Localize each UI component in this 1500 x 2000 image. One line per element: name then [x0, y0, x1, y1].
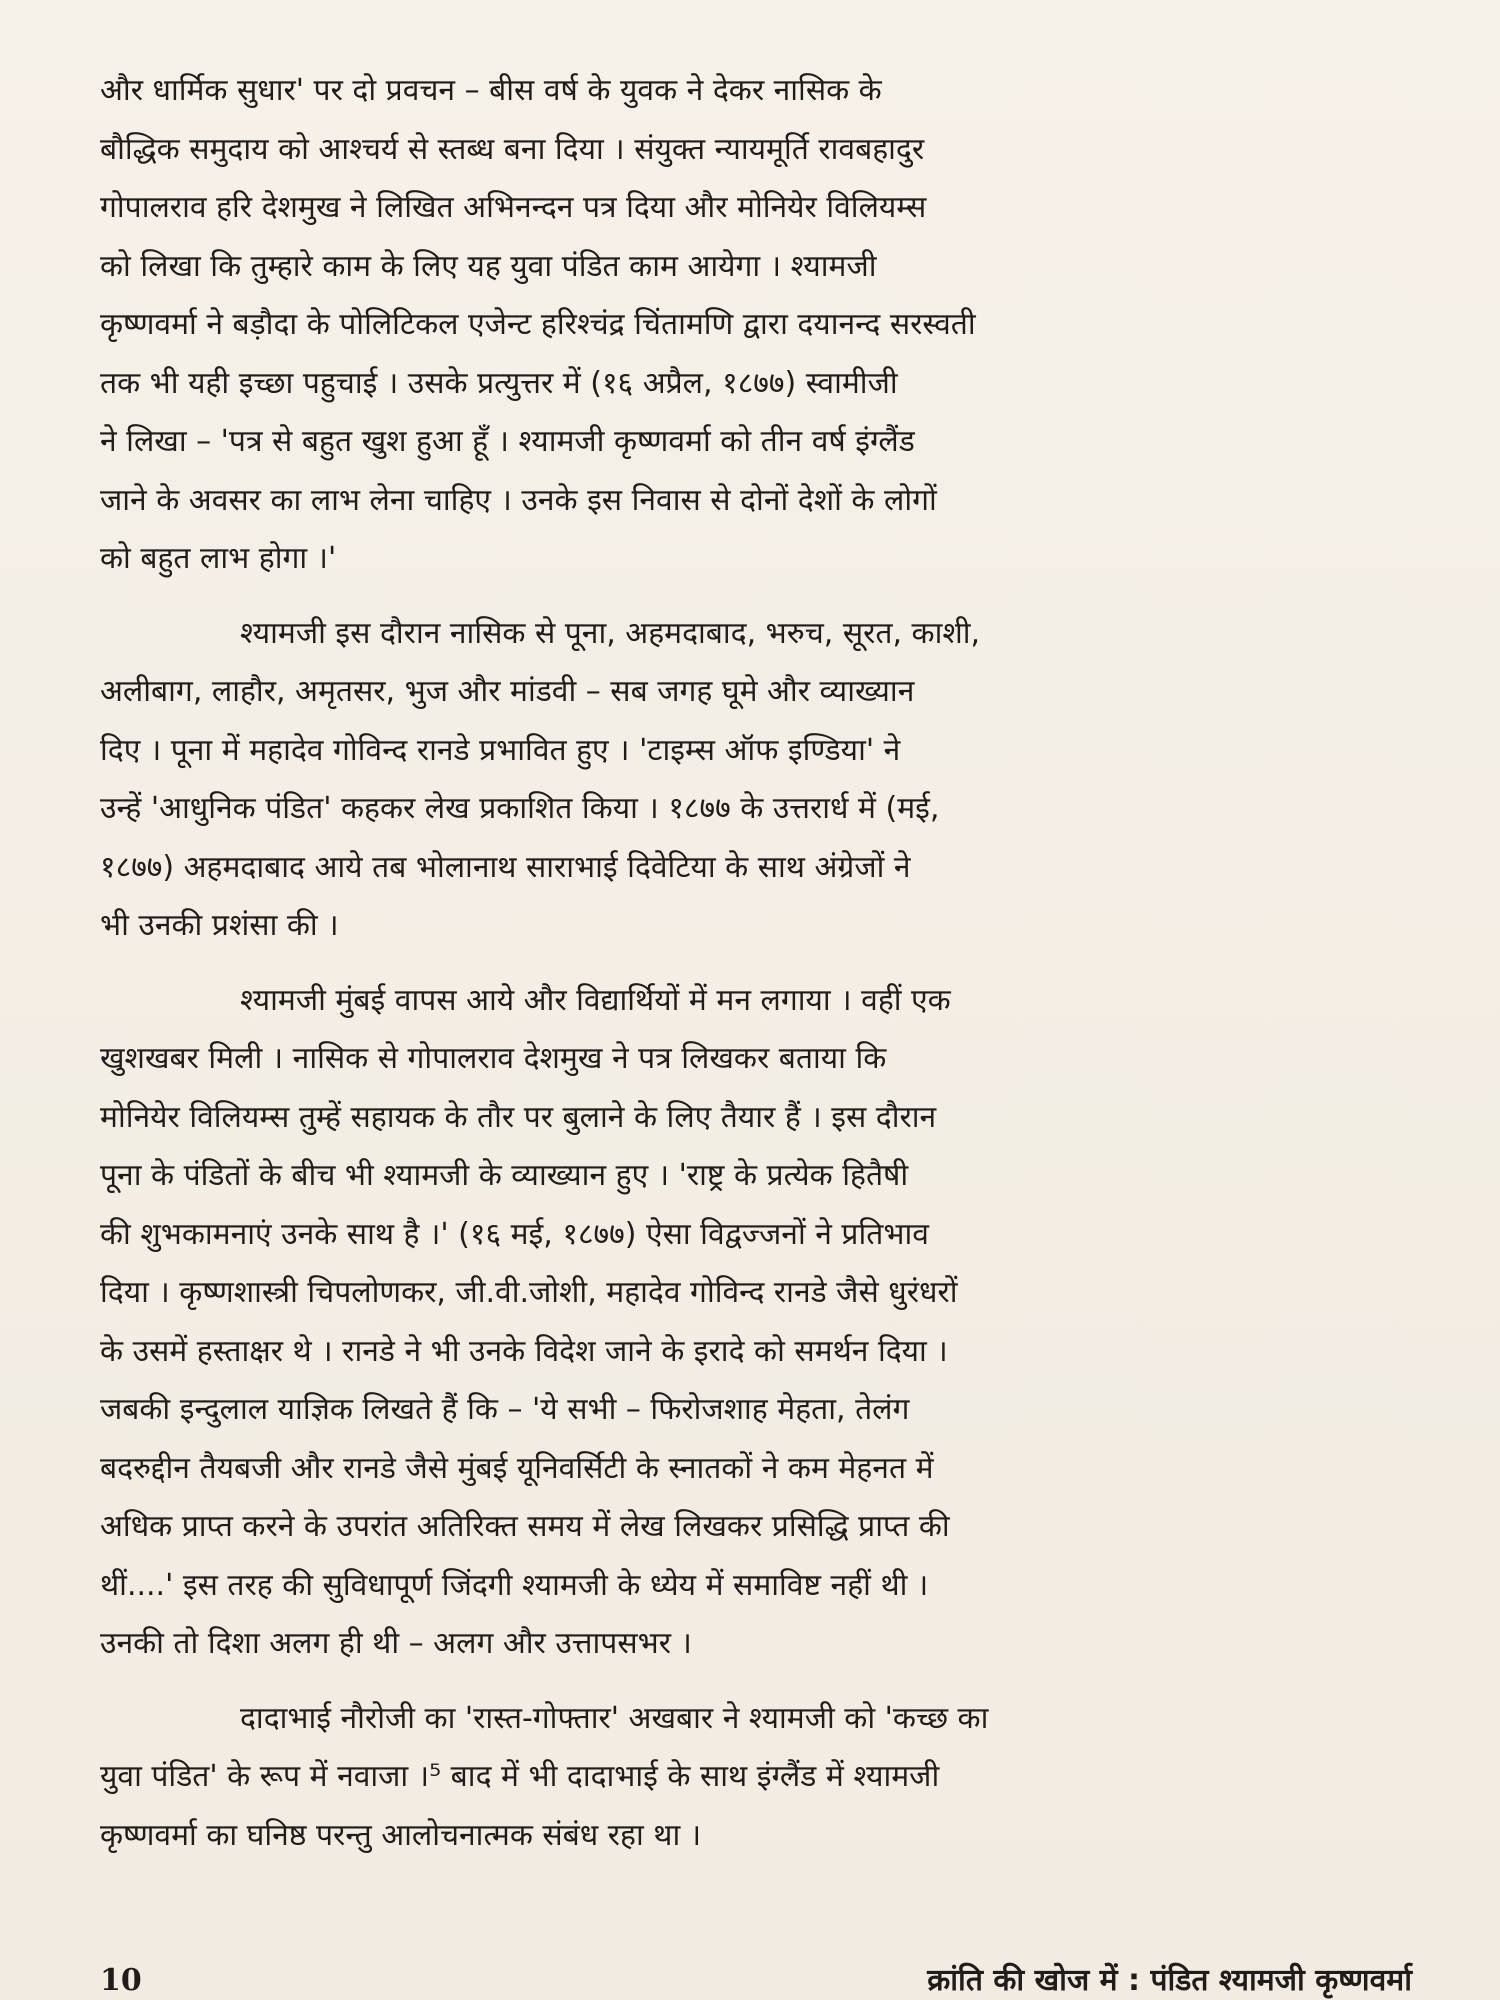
text-line: बौद्धिक समुदाय को आश्चर्य से स्तब्ध बना दिया । संयुक्त न्यायमूर्ति रावबहादुर [100, 131, 925, 167]
text-line: जबकी इन्दुलाल याज्ञिक लिखते हैं कि – 'ये सभी – फिरोजशाह मेहता, तेलंग [100, 1392, 910, 1427]
text-line: पूना के पंडितों के बीच भी श्यामजी के व्याख्यान हुए । 'राष्ट्र के प्रत्येक हितैषी [100, 1158, 909, 1193]
text-line: के उसमें हस्ताक्षर थे । रानडे ने भी उनके विदेश जाने के इरादे को समर्थन दिया । [100, 1333, 948, 1369]
text-line: मोनियेर विलियम्स तुम्हें सहायक के तौर पर बुलाने के लिए तैयार हैं । इस दौरान [100, 1099, 937, 1135]
text-line: और धार्मिक सुधार' पर दो प्रवचन – बीस वर्ष के युवक ने देकर नासिक के [100, 73, 882, 108]
text-line: युवा पंडित' के रूप में नवाजा ।⁵ बाद में भी दादाभाई के साथ इंग्लैंड में श्यामजी [100, 1759, 940, 1794]
text-line: को बहुत लाभ होगा ।' [100, 541, 337, 576]
text-line: अलीबाग, लाहौर, अमृतसर, भुज और मांडवी – सब जगह घूमे और व्याख्यान [100, 674, 915, 709]
text-line: १८७७) अहमदाबाद आये तब भोलानाथ साराभाई दिवेटिया के साथ अंग्रेजों ने [100, 849, 911, 885]
paragraph-4 [100, 1690, 1412, 1866]
page-number: 10 [100, 1963, 142, 1998]
text-line: कृष्णवर्मा ने बड़ौदा के पोलिटिकल एजेन्ट हरिश्चंद्र चिंतामणि द्वारा दयानन्द सरस्वती [100, 307, 976, 342]
text-line: उन्हें 'आधुनिक पंडित' कहकर लेख प्रकाशित किया । १८७७ के उत्तरार्ध में (मई, [100, 791, 940, 826]
text-line: श्यामजी इस दौरान नासिक से पूना, अहमदाबाद, भरुच, सूरत, काशी, [240, 615, 981, 651]
running-title: क्रांति की खोज में : पंडित श्यामजी कृष्णवर्मा [927, 1963, 1412, 1998]
paragraph-1 [100, 62, 1412, 589]
text-line: अधिक प्राप्त करने के उपरांत अतिरिक्त समय में लेख लिखकर प्रसिद्धि प्राप्त की [100, 1509, 950, 1544]
text-line: थीं....' इस तरह की सुविधापूर्ण जिंदगी श्यामजी के ध्येय में समाविष्ट नहीं थी । [100, 1567, 929, 1603]
paragraph-2 [100, 605, 1412, 956]
text-line: दादाभाई नौरोजी का 'रास्त-गोफ्तार' अखबार ने श्यामजी को 'कच्छ का [240, 1700, 989, 1736]
text-line: दिया । कृष्णशास्त्री चिपलोणकर, जी.वी.जोशी, महादेव गोविन्द रानडे जैसे धुरंधरों [100, 1275, 958, 1310]
text-line: गोपालराव हरि देशमुख ने लिखित अभिनन्दन पत्र दिया और मोनियेर विलियम्स [100, 190, 927, 225]
text-line: खुशखबर मिली । नासिक से गोपालराव देशमुख ने पत्र लिखकर बताया कि [100, 1041, 887, 1076]
text-line: कृष्णवर्मा का घनिष्ठ परन्तु आलोचनात्मक संबंध रहा था । [100, 1817, 702, 1853]
paragraph-3 [100, 972, 1412, 1674]
text-line: उनकी तो दिशा अलग ही थी – अलग और उत्तापसभर । [100, 1626, 692, 1661]
text-line: तक भी यही इच्छा पहुचाई । उसके प्रत्युत्तर में (१६ अप्रैल, १८७७) स्वामीजी [100, 365, 898, 401]
text-line: की शुभकामनाएं उनके साथ है ।' (१६ मई, १८७७) ऐसा विद्वज्जनों ने प्रतिभाव [100, 1216, 929, 1252]
text-line: को लिखा कि तुम्हारे काम के लिए यह युवा पंडित काम आयेगा । श्यामजी [100, 248, 877, 284]
text-line: जाने के अवसर का लाभ लेना चाहिए । उनके इस निवास से दोनों देशों के लोगों [100, 482, 937, 518]
text-line: भी उनकी प्रशंसा की । [100, 908, 339, 943]
page-footer [100, 1958, 1412, 1999]
body-text [100, 62, 1412, 1865]
text-line: दिए । पूना में महादेव गोविन्द रानडे प्रभावित हुए । 'टाइम्स ऑफ इण्डिया' ने [100, 732, 901, 768]
text-line: ने लिखा – 'पत्र से बहुत खुश हुआ हूँ । श्यामजी कृष्णवर्मा को तीन वर्ष इंग्लैंड [100, 424, 915, 459]
text-line: बदरुद्दीन तैयबजी और रानडे जैसे मुंबई यूनिवर्सिटी के स्नातकों ने कम मेहनत में [100, 1450, 934, 1486]
text-line: श्यामजी मुंबई वापस आये और विद्यार्थियों में मन लगाया । वहीं एक [240, 982, 951, 1018]
